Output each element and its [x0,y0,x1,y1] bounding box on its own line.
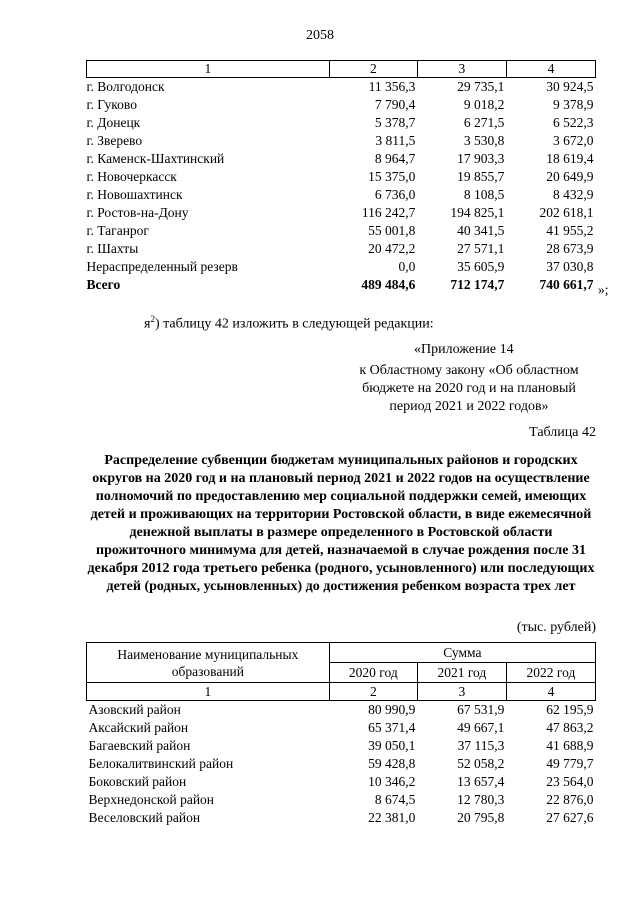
paragraph-superscript: 2 [150,314,155,324]
value-2022: 23 564,0 [546,774,594,789]
table-row [87,791,596,809]
value-2020: 80 990,9 [368,702,416,717]
header-cell: 2 [329,683,417,701]
value-2021: 6 271,5 [463,115,505,130]
total-label: Всего [86,277,121,292]
table-row [87,701,596,720]
value-2021: 67 531,9 [457,702,505,717]
value-2020: 11 356,3 [368,79,416,94]
units-label: (тыс. рублей) [516,620,596,635]
row-name: г. Таганрог [86,223,149,238]
value-2022: 8 432,9 [553,187,594,202]
row-name: Белокалитвинский район [88,756,234,771]
table-row [87,186,596,204]
value-2021: 9 018,2 [463,97,505,112]
value-2021: 20 795,8 [457,810,505,825]
row-name: Нераспределенный резерв [86,259,238,274]
paragraph-text: ) таблицу 42 изложить в следующей редакции: [154,316,434,332]
table-distribution [86,642,596,827]
table-row [87,737,596,755]
page-number: 2058 [306,28,334,43]
table-row [87,96,596,114]
value-2021: 37 115,3 [457,738,505,753]
header-name: Наименование муниципальных образований [87,643,330,683]
header-cell: 4 [506,61,595,78]
header-cell: 1 [87,683,330,701]
value-2020: 5 378,7 [374,115,416,130]
value-2020: 8 674,5 [374,792,416,807]
value-2022: 47 863,2 [546,720,594,735]
value-2020: 39 050,1 [368,738,416,753]
value-2022: 27 627,6 [546,810,594,825]
total-2020: 489 484,6 [361,277,416,292]
table-header-row [87,643,596,663]
row-name: г. Новошахтинск [86,187,183,202]
value-2020: 6 736,0 [374,187,416,202]
value-2022: 37 030,8 [546,259,594,274]
header-cell: 2 [329,61,417,78]
value-2021: 194 825,1 [450,205,505,220]
value-2022: 41 688,9 [546,738,594,753]
table-row [87,222,596,240]
value-2022: 28 673,9 [546,241,594,256]
row-name: Боковский район [88,774,187,789]
row-name: г. Ростов-на-Дону [86,205,189,220]
header-sum: Сумма [329,643,595,663]
header-cell: 3 [417,683,506,701]
value-2020: 116 242,7 [361,205,416,220]
row-name: г. Каменск-Шахтинский [86,151,225,166]
value-2022: 30 924,5 [546,79,594,94]
header-cell: 4 [506,683,595,701]
header-cell: 3 [417,61,506,78]
header-year-2021: 2021 год [417,663,506,683]
value-2021: 13 657,4 [457,774,505,789]
table-row [87,168,596,186]
table-closing-quote: »; [598,282,609,297]
row-name: г. Волгодонск [86,79,165,94]
value-2020: 55 001,8 [368,223,416,238]
paragraph-prefix: я [144,316,151,332]
value-2022: 49 779,7 [546,756,594,771]
value-2020: 8 964,7 [374,151,416,166]
total-2022: 740 661,7 [539,277,594,292]
value-2022: 22 876,0 [546,792,594,807]
header-cell: 1 [87,61,330,78]
total-row [87,276,596,294]
total-2021: 712 174,7 [450,277,505,292]
value-2021: 17 903,3 [457,151,505,166]
value-2021: 27 571,1 [457,241,505,256]
value-2020: 0,0 [398,259,416,274]
value-2022: 3 672,0 [553,133,594,148]
value-2022: 9 378,9 [553,97,594,112]
row-name: г. Шахты [86,241,139,256]
value-2020: 22 381,0 [368,810,416,825]
value-2020: 65 371,4 [368,720,416,735]
table-row [87,150,596,168]
table-row [87,258,596,276]
header-year-2022: 2022 год [506,663,595,683]
value-2022: 202 618,1 [539,205,594,220]
value-2021: 8 108,5 [463,187,505,202]
value-2020: 3 811,5 [375,133,416,148]
value-2021: 19 855,7 [457,169,505,184]
table-row [87,755,596,773]
table-row [87,773,596,791]
appendix-text: к Областному закону «Об областном бюджете на 2020 год и на плановый период 2021 и 2022 годов» [359,363,579,414]
value-2021: 35 605,9 [457,259,505,274]
value-2021: 29 735,1 [457,79,505,94]
table-row [87,240,596,258]
value-2021: 49 667,1 [457,720,505,735]
table-row [87,809,596,827]
row-name: Верхнедонской район [88,792,215,807]
value-2021: 40 341,5 [457,223,505,238]
table-label: Таблица 42 [529,425,596,440]
row-name: Аксайский район [88,720,189,735]
table-header-row [87,683,596,701]
row-name: Веселовский район [88,810,201,825]
table-title: Распределение субвенции бюджетам муниципальных районов и городских округов на 2020 год и на плановый период 2021 и 2022 годов на осуществление полномочий по предоставлению мер социальной поддержки семей, имеющих детей и проживающих на территории Ростовской области, в виде ежемесячной денежной выплаты в размере определенного в Ростовской области прожиточного минимума для детей, назначаемой в случае рождения после 31 декабря 2012 года третьего ребенка (родного, усыновленного) или последующих детей (родных, усыновленных) до достижения ребенком возраста трех лет [87,453,595,594]
value-2021: 3 530,8 [463,133,505,148]
value-2020: 20 472,2 [368,241,416,256]
value-2020: 59 428,8 [368,756,416,771]
value-2021: 52 058,2 [457,756,505,771]
table-previous [86,60,596,294]
row-name: г. Донецк [86,115,141,130]
header-year-2020: 2020 год [329,663,417,683]
table-header-row [87,61,596,78]
row-name: г. Гуково [86,97,137,112]
table-row [87,132,596,150]
value-2020: 10 346,2 [368,774,416,789]
appendix-title: «Приложение 14 [414,342,514,357]
value-2022: 62 195,9 [546,702,594,717]
row-name: Азовский район [88,702,181,717]
value-2022: 20 649,9 [546,169,594,184]
table-row [87,204,596,222]
amendment-paragraph [144,314,434,333]
value-2022: 18 619,4 [546,151,594,166]
value-2022: 41 955,2 [546,223,594,238]
table-row [87,114,596,132]
table-row [87,78,596,97]
value-2022: 6 522,3 [553,115,594,130]
value-2021: 12 780,3 [457,792,505,807]
row-name: г. Зверево [86,133,143,148]
row-name: г. Новочеркасск [86,169,177,184]
value-2020: 7 790,4 [374,97,416,112]
row-name: Багаевский район [88,738,191,753]
value-2020: 15 375,0 [368,169,416,184]
table-row [87,719,596,737]
